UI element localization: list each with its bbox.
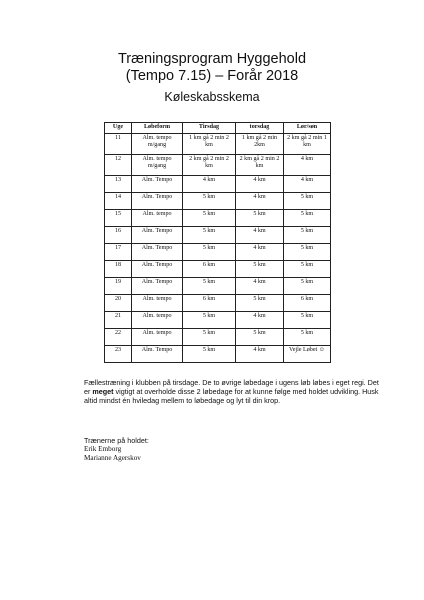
cell-run-type: Alm. tempo m/gang [132,155,183,176]
cell-weekend: 5 km [284,329,331,346]
cell-week: 15 [105,210,132,227]
notes-paragraph [84,378,384,406]
table-row [105,176,331,193]
cell-thursday: 4 km [236,278,284,295]
cell-thursday: 4 km [236,244,284,261]
cell-weekend: 5 km [284,278,331,295]
cell-weekend: 5 km [284,193,331,210]
page-title: Træningsprogram Hyggehold [117,51,307,67]
table-row [105,295,331,312]
header-week: Uge [105,123,132,134]
cell-tuesday: 1 km gå 2 min 2 km [183,134,236,155]
cell-tuesday: 5 km [183,312,236,329]
cell-thursday: 2 km gå 2 min 2 km [236,155,284,176]
table-row [105,346,331,363]
cell-thursday: 5 km [236,210,284,227]
trainer-name: Erik Emborg [84,445,122,454]
cell-weekend: 5 km [284,312,331,329]
cell-thursday: 5 km [236,329,284,346]
cell-run-type: Alm. Tempo [132,346,183,363]
cell-tuesday: 5 km [183,346,236,363]
table-row [105,312,331,329]
header-run-type: Løbeform [132,123,183,134]
trainers-block [84,436,284,464]
notes-text-1: Fællestræning i klubben på tirsdage. De to øvrige løbedage i ugens løb løbes i eget regi. Det er [84,378,379,397]
cell-run-type: Alm. Tempo [132,244,183,261]
cell-tuesday: 6 km [183,295,236,312]
cell-week: 21 [105,312,132,329]
cell-tuesday: 6 km [183,261,236,278]
trainer-name: Marianne Agerskov [84,454,141,463]
cell-thursday: 4 km [236,193,284,210]
header-weekend: Lør/søn [284,123,331,134]
cell-tuesday: 5 km [183,244,236,261]
cell-run-type: Alm. Tempo [132,227,183,244]
cell-tuesday: 5 km [183,210,236,227]
cell-tuesday: 4 km [183,176,236,193]
cell-thursday: 4 km [236,346,284,363]
cell-week: 18 [105,261,132,278]
cell-week: 22 [105,329,132,346]
cell-weekend: 6 km [284,295,331,312]
cell-week: 19 [105,278,132,295]
cell-run-type: Alm. tempo m/gang [132,134,183,155]
table-row [105,261,331,278]
header-thursday: torsdag [236,123,284,134]
cell-week: 14 [105,193,132,210]
page-title-line2: (Tempo 7.15) – Forår 2018 [125,68,299,84]
cell-thursday: 4 km [236,227,284,244]
cell-week: 13 [105,176,132,193]
cell-thursday: 4 km [236,176,284,193]
cell-thursday: 4 km [236,312,284,329]
cell-week: 23 [105,346,132,363]
cell-week: 17 [105,244,132,261]
cell-weekend: 5 km [284,261,331,278]
table-row [105,210,331,227]
table-row [105,227,331,244]
cell-run-type: Alm. tempo [132,312,183,329]
cell-run-type: Alm. Tempo [132,193,183,210]
table-row [105,155,331,176]
cell-weekend: 4 km [284,155,331,176]
notes-emphasis: meget [92,387,114,397]
cell-weekend: 5 km [284,244,331,261]
trainers-heading: Trænerne på holdet: [84,436,149,445]
cell-week: 16 [105,227,132,244]
cell-run-type: Alm. Tempo [132,278,183,295]
cell-week: 12 [105,155,132,176]
table-row [105,193,331,210]
cell-weekend: 5 km [284,227,331,244]
cell-weekend: 5 km [284,210,331,227]
cell-weekend: 2 km gå 2 min 1 km [284,134,331,155]
cell-tuesday: 5 km [183,193,236,210]
cell-run-type: Alm. tempo [132,210,183,227]
cell-tuesday: 5 km [183,329,236,346]
cell-week: 11 [105,134,132,155]
table-row [105,134,331,155]
cell-thursday: 5 km [236,261,284,278]
table-row [105,278,331,295]
title-block [0,51,424,105]
table-row [105,244,331,261]
table-row [105,329,331,346]
notes-text-2: vigtigt at overholde disse 2 løbedage for at kunne følge med holdet udvikling. Husk altid mindst én hviledag mellem to løbedage og lyt til din krop. [84,387,379,406]
cell-weekend: 4 km [284,176,331,193]
cell-tuesday: 5 km [183,278,236,295]
cell-run-type: Alm. Tempo [132,176,183,193]
cell-thursday: 1 km gå 2 min 2km [236,134,284,155]
cell-thursday: 5 km [236,295,284,312]
cell-week: 20 [105,295,132,312]
cell-run-type: Alm. tempo [132,295,183,312]
cell-run-type: Alm. tempo [132,329,183,346]
table-body [105,134,331,363]
cell-tuesday: 2 km gå 2 min 2 km [183,155,236,176]
training-schedule-table [104,122,331,363]
cell-run-type: Alm. Tempo [132,261,183,278]
page-subtitle: Køleskabsskema [164,90,260,104]
table-header-row [105,123,331,134]
header-tuesday: Tirsdag [183,123,236,134]
cell-tuesday: 5 km [183,227,236,244]
cell-weekend: Vejle Løbet ☺ [284,346,331,363]
